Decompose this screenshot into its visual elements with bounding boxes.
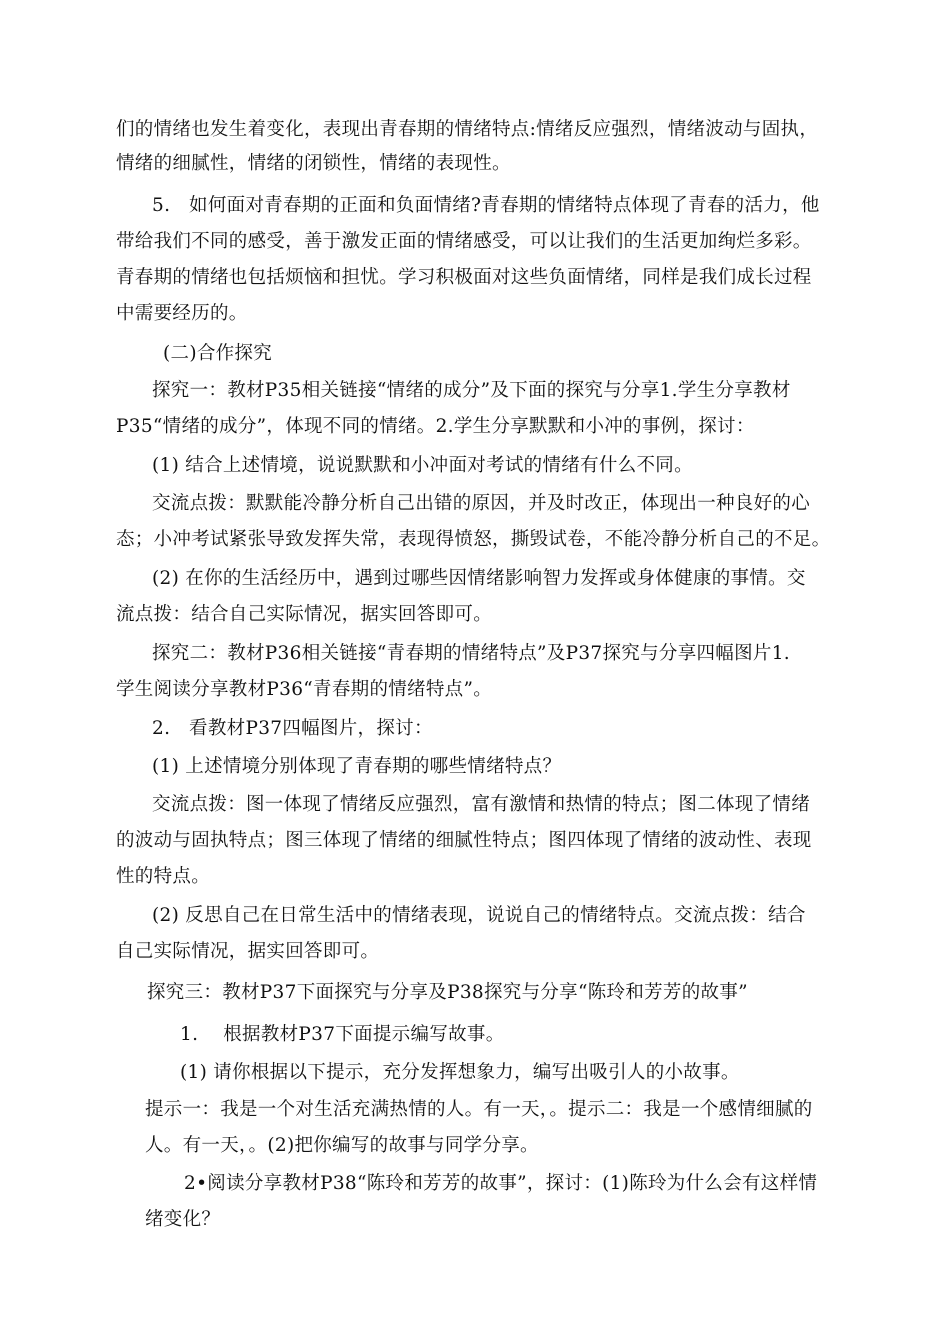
text-line: (2) 反思自己在日常生活中的情绪表现，说说自己的情绪特点。交流点拨：结合 [152, 905, 806, 926]
text-line: 情绪的细腻性，情绪的闭锁性，情绪的表现性。 [116, 153, 511, 174]
text-line: 的波动与固执特点；图三体现了情绪的细腻性特点；图四体现了情绪的波动性、表现 [116, 830, 812, 851]
text-line: 5. 如何面对青春期的正面和负面情绪?青春期的情绪特点体现了青春的活力，他 [152, 195, 820, 216]
text-line: 们的情绪也发生着变化，表现出青春期的情绪特点:情绪反应强烈，情绪波动与固执， [116, 119, 819, 140]
text-line: (1) 结合上述情境，说说默默和小冲面对考试的情绪有什么不同。 [152, 455, 693, 476]
text-line: 绪变化？ [145, 1209, 221, 1230]
section-heading: (二)合作探究 [163, 343, 273, 364]
text-line: (1) 上述情境分别体现了青春期的哪些情绪特点？ [152, 756, 562, 777]
text-line: 性的特点。 [116, 866, 211, 887]
text-line: (1) 请你根据以下提示，充分发挥想象力，编写出吸引人的小故事。 [180, 1062, 740, 1083]
text-line: 探究二：教材P36相关链接“青春期的情绪特点”及P37探究与分享四幅图片1. [152, 643, 790, 664]
text-line: 探究一：教材P35相关链接“情绪的成分”及下面的探究与分享1.学生分享教材 [152, 380, 791, 401]
text-line: 交流点拨：图一体现了情绪反应强烈，富有激情和热情的特点；图二体现了情绪 [152, 794, 811, 815]
text-line: 带给我们不同的感受，善于激发正面的情绪感受，可以让我们的生活更加绚烂多彩。 [116, 231, 812, 252]
text-line: P35“情绪的成分”，体现不同的情绪。2.学生分享默默和小冲的事例，探讨： [116, 416, 755, 437]
text-line: (2) 在你的生活经历中，遇到过哪些因情绪影响智力发挥或身体健康的事情。交 [152, 568, 806, 589]
text-line: 交流点拨：默默能冷静分析自己出错的原因，并及时改正，体现出一种良好的心 [152, 493, 811, 514]
text-line: 2. 看教材P37四幅图片，探讨： [152, 718, 433, 739]
text-line: 流点拨：结合自己实际情况，据实回答即可。 [116, 604, 493, 625]
text-line: 提示一：我是一个对生活充满热情的人。有一天，。提示二：我是一个感情细腻的 [145, 1099, 813, 1120]
text-line: 学生阅读分享教材P36“青春期的情绪特点”。 [116, 679, 493, 700]
text-line: 中需要经历的。 [116, 303, 248, 324]
text-line: 人。有一天，。(2)把你编写的故事与同学分享。 [145, 1135, 539, 1156]
text-line: 自己实际情况，据实回答即可。 [116, 941, 380, 962]
text-line: 探究三：教材P37下面探究与分享及P38探究与分享“陈玲和芳芳的故事” [147, 982, 748, 1003]
text-line: 态；小冲考试紧张导致发挥失常，表现得愤怒，撕毁试卷，不能冷静分析自己的不足。 [116, 529, 831, 550]
text-line: 青春期的情绪也包括烦恼和担忧。学习积极面对这些负面情绪，同样是我们成长过程 [116, 267, 812, 288]
text-line: 2•阅读分享教材P38“陈玲和芳芳的故事”，探讨：(1)陈玲为什么会有这样情 [184, 1173, 818, 1194]
text-line: 1. 根据教材P37下面提示编写故事。 [180, 1024, 505, 1045]
